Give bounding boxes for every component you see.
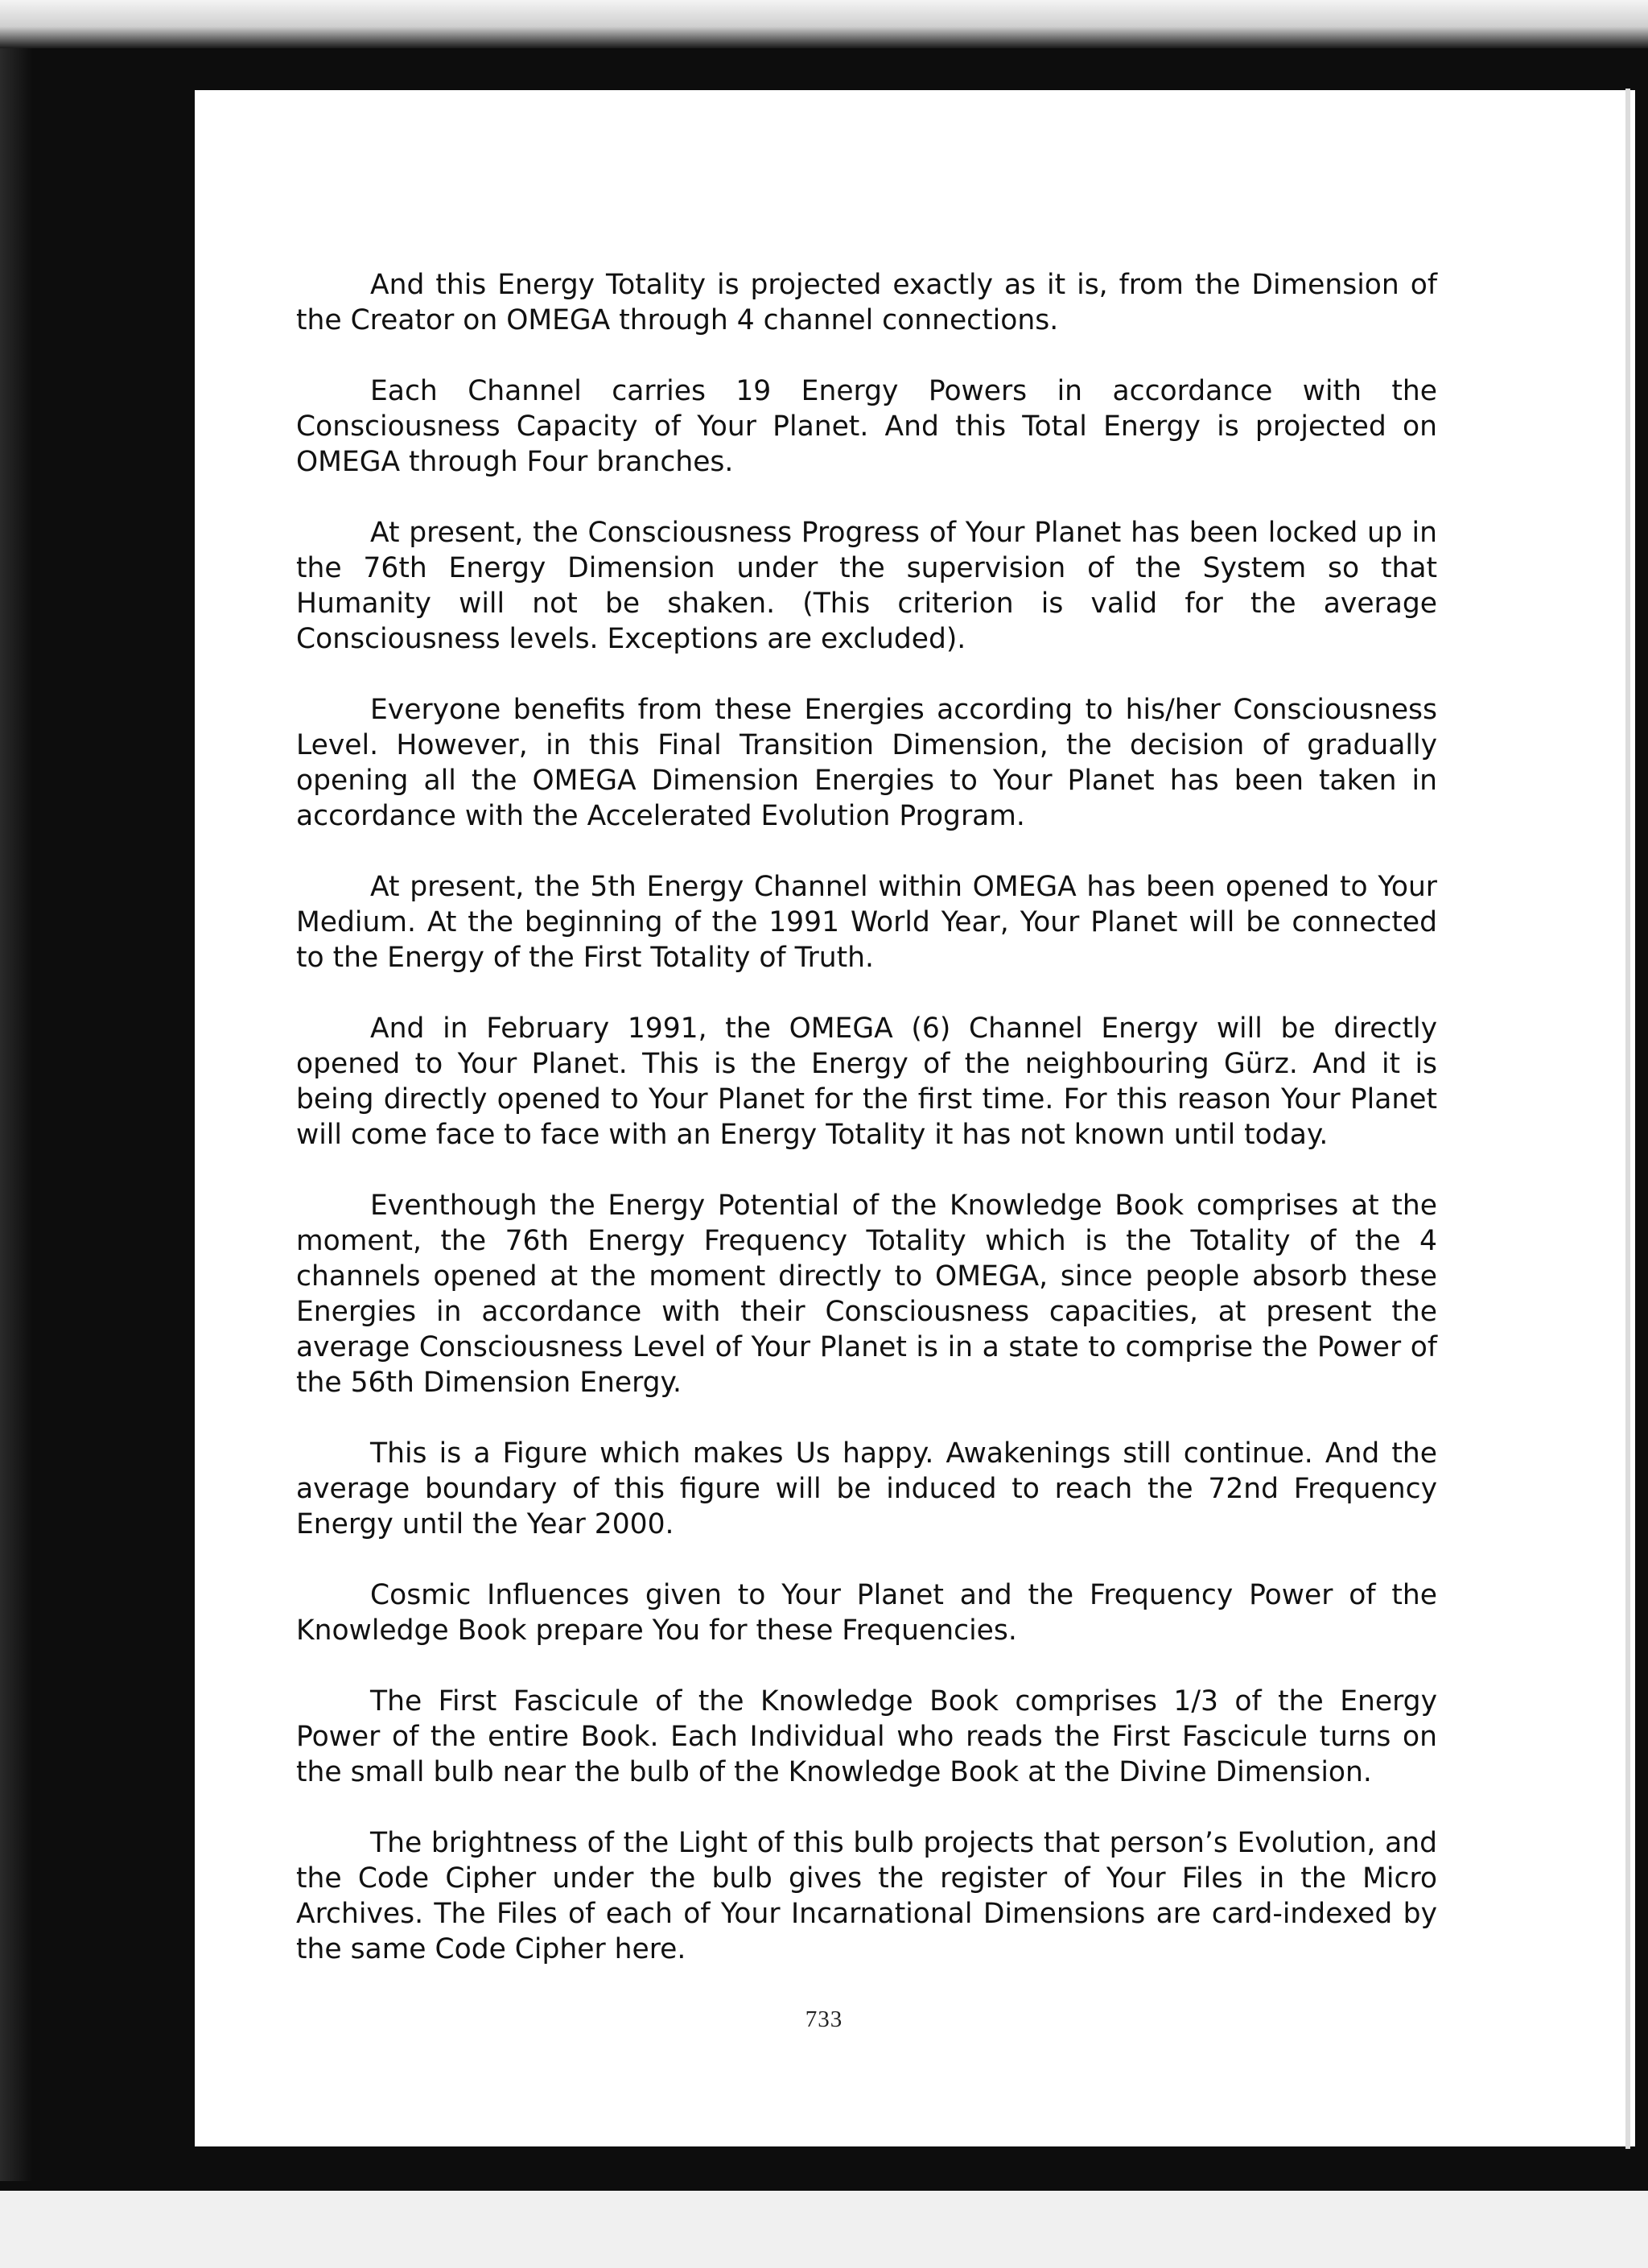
- paragraph: Everyone benefits from these Energies according to his/her Consciousness Level. However, in this Final Transition Dimension, the decision of gradually opening all the OMEGA Dimension Energies to Your Planet has been taken in accordance with the Accelerated Evolution Program.: [296, 694, 1437, 832]
- paragraph: Cosmic Influences given to Your Planet and the Frequency Power of the Knowledge Book prepare You for these Frequencies.: [296, 1579, 1437, 1647]
- paragraph: At present, the 5th Energy Channel within OMEGA has been opened to Your Medium. At the beginning of the 1991 World Year, Your Planet will be connected to the Energy of the First Totality of Truth.: [296, 871, 1437, 974]
- paragraph: This is a Figure which makes Us happy. Awakenings still continue. And the average boundary of this figure will be induced to reach the 72nd Frequency Energy until the Year 2000.: [296, 1437, 1437, 1540]
- paragraph: And this Energy Totality is projected exactly as it is, from the Dimension of the Creator on OMEGA through 4 channel connections.: [296, 269, 1437, 336]
- paragraph: At present, the Consciousness Progress of Your Planet has been locked up in the 76th Energy Dimension under the supervision of the System so that Humanity will not be shaken. (This criterion is valid for the average Consciousness levels. Exceptions are excluded).: [296, 517, 1437, 655]
- scan-top-edge: [0, 0, 1648, 48]
- paragraph: And in February 1991, the OMEGA (6) Channel Energy will be directly opened to Your Planet. This is the Energy of the neighbouring Gürz. And it is being directly opened to Your Planet for the first time. For this reason Your Planet will come face to face with an Energy Totality it has not known until today.: [296, 1012, 1437, 1151]
- paragraph: The First Fascicule of the Knowledge Book comprises 1/3 of the Energy Power of the entire Book. Each Individual who reads the First Fascicule turns on the small bulb near the bulb of the Knowledge Book at the Divine Dimension.: [296, 1685, 1437, 1788]
- paragraph: Each Channel carries 19 Energy Powers in accordance with the Consciousness Capacity of Your Planet. And this Total Energy is projected on OMEGA through Four branches.: [296, 375, 1437, 478]
- paragraph: Eventhough the Energy Potential of the Knowledge Book comprises at the moment, the 76th Energy Frequency Totality which is the Totality of the 4 channels opened at the moment directly to OMEGA, since people absorb these Energies in accordance with their Consciousness capacities, at present the average Consciousness Level of Your Planet is in a state to comprise the Power of the 56th Dimension Energy.: [296, 1190, 1437, 1399]
- scan-left-edge: [0, 48, 32, 2181]
- page-number: 733: [805, 2006, 843, 2032]
- scan-bottom-edge: [0, 2191, 1648, 2268]
- page-right-edge: [1625, 89, 1630, 2149]
- page-body: [296, 267, 1437, 2002]
- paragraph: The brightness of the Light of this bulb projects that person’s Evolution, and the Code Cipher under the bulb gives the register of Your Files in the Micro Archives. The Files of each of Your Incarnational Dimensions are card-indexed by the same Code Cipher here.: [296, 1827, 1437, 1965]
